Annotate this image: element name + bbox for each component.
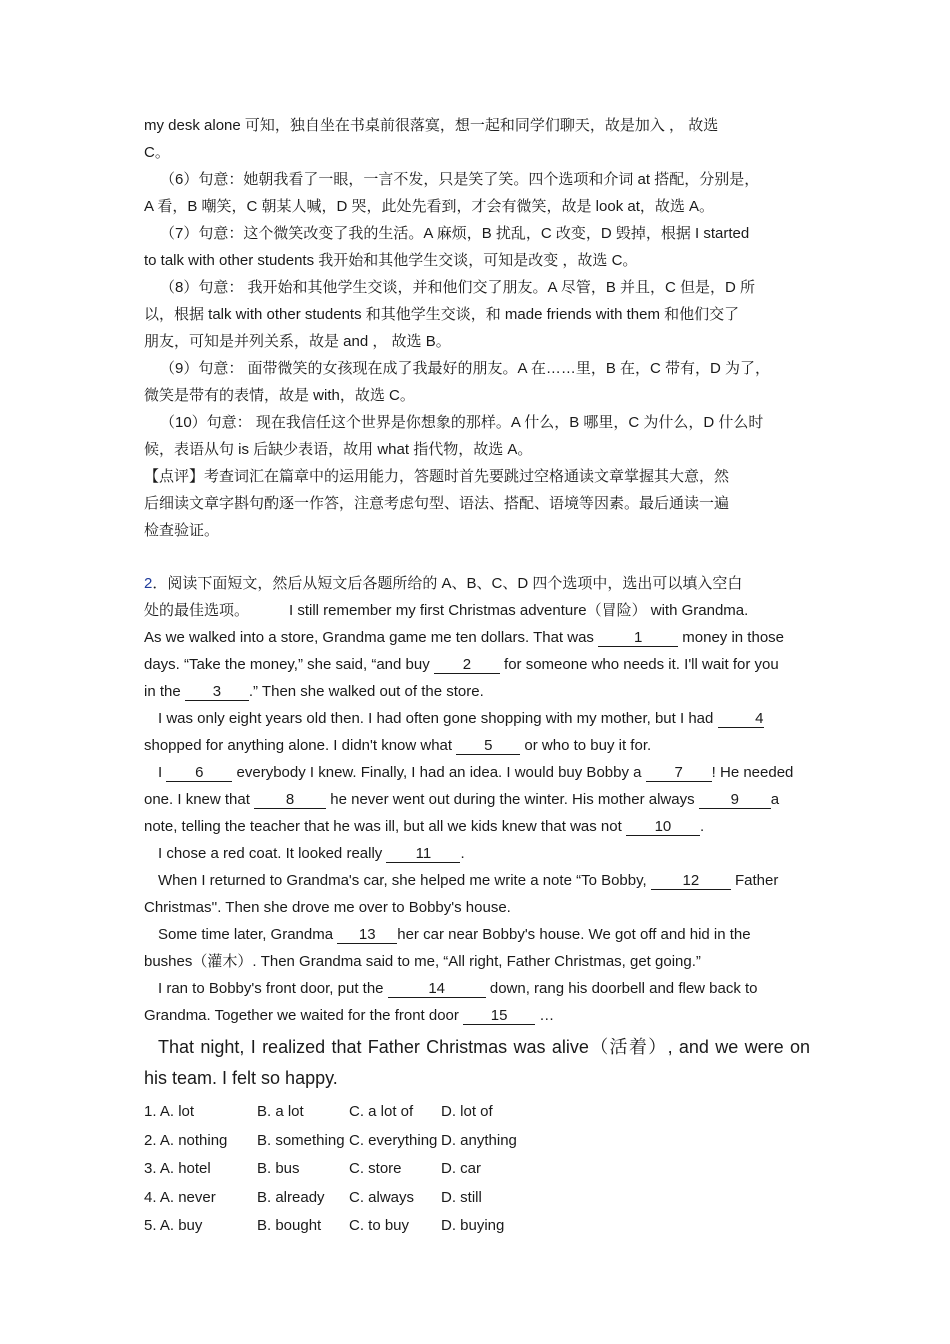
option-d[interactable]: D. buying	[441, 1217, 505, 1234]
blank-4: 4	[718, 710, 764, 728]
analysis-q10: （10）句意： 现在我信任这个世界是你想象的那样。A 什么，B 哪里，C 为什么，D 什么时 候，表语从句 is 后缺少表语，故用 what 指代物，故选 A。	[144, 414, 764, 458]
option-d[interactable]: D. still	[441, 1188, 482, 1206]
blank-6: 6	[166, 764, 232, 782]
option-a[interactable]: 1. A. lot	[144, 1103, 195, 1120]
option-d[interactable]: D. car	[441, 1160, 482, 1177]
blank-12: 12	[651, 872, 731, 890]
option-b[interactable]: B. a lot	[257, 1103, 304, 1120]
option-a[interactable]: 2. A. nothing	[144, 1131, 228, 1149]
blank-3: 3	[185, 683, 249, 701]
analysis-q9: （9）句意： 面带微笑的女孩现在成了我最好的朋友。A 在……里，B 在，C 带有，D 为了， 微笑是带有的表情，故是 with，故选 C。	[144, 360, 771, 404]
option-row	[144, 1127, 810, 1156]
blank-2: 2	[434, 656, 500, 674]
options-list	[144, 1098, 810, 1241]
passage-paragraph: I ran to Bobby's front door, put the 14 down, rang his doorbell and flew back to Grandma. Together we waited for the front door 15 …	[144, 980, 758, 1024]
option-c[interactable]: C. a lot of	[349, 1103, 414, 1120]
option-row	[144, 1184, 810, 1213]
blank-13: 13	[337, 926, 397, 944]
option-c[interactable]: C. everything	[349, 1131, 438, 1149]
analysis-q6: （6）句意：她朝我看了一眼，一言不发，只是笑了笑。四个选项和介词 at 搭配，分别是， A 看，B 嘲笑，C 朝某人喊，D 哭，此处先看到，才会有微笑，故是 look at，故选 A。	[144, 171, 760, 215]
passage-paragraph: I was only eight years old then. I had often gone shopping with my mother, but I had 4 shopped for anything alone. I didn't know what 5 or who to buy it for.	[144, 710, 764, 754]
passage-ending: That night, I realized that Father Christmas was alive（活着）, and we were on his team. I felt so happy.	[144, 1037, 810, 1088]
comment: 【点评】考查词汇在篇章中的运用能力，答题时首先要跳过空格通读文章掌握其大意，然 后细读文章字斟句酌逐一作答，注意考虑句型、语法、搭配、语境等因素。最后通读一遍 检查验证。	[144, 468, 730, 539]
option-b[interactable]: B. already	[257, 1188, 325, 1206]
option-row	[144, 1098, 810, 1127]
analysis-q8: （8）句意： 我开始和其他学生交谈，并和他们交了朋友。A 尽管，B 并且，C 但是，D 所 以，根据 talk with other students 和其他学生交谈，和 made friends with them 和他们交了 朋友，可知是并列关系，故是 and ， 故选 B。	[144, 279, 756, 350]
option-a[interactable]: 4. A. never	[144, 1188, 216, 1206]
blank-11: 11	[386, 845, 460, 863]
answer-analysis	[144, 112, 810, 544]
question-2	[144, 570, 810, 1094]
blank-9: 9	[699, 791, 771, 809]
blank-1: 1	[598, 629, 678, 647]
passage-paragraph: When I returned to Grandma's car, she helped me write a note “To Bobby, 12 Father Christmas''. Then she drove me over to Bobby's house.	[144, 872, 779, 916]
option-c[interactable]: C. always	[349, 1188, 415, 1206]
option-b[interactable]: B. bought	[257, 1217, 322, 1234]
option-a[interactable]: 3. A. hotel	[144, 1160, 211, 1177]
blank-14: 14	[388, 980, 486, 998]
question-number: 2	[144, 575, 153, 592]
option-c[interactable]: C. store	[349, 1160, 402, 1177]
option-b[interactable]: B. bus	[257, 1160, 300, 1177]
option-row	[144, 1155, 810, 1184]
question-intro: 2．阅读下面短文，然后从短文后各题所给的 A、B、C、D 四个选项中，选出可以填入空白 处的最佳选项。 I still remember my first Christmas adventure（冒险） with Grandma. As we walked into a store, Grandma game me ten dollars. That was 1 money in those days. “Take the money,” she said, “and buy 2 for someone who needs it. I'll wait for you in the 3 .” Then she walked out of the store.	[144, 575, 785, 700]
document-page	[144, 112, 810, 1241]
blank-15: 15	[463, 1007, 535, 1025]
option-d[interactable]: D. anything	[441, 1131, 517, 1149]
option-d[interactable]: D. lot of	[441, 1103, 493, 1120]
passage-paragraph: Some time later, Grandma 13 her car near Bobby's house. We got off and hid in the bushes（灌木）. Then Grandma said to me, “All right, Father Christmas, get going.”	[144, 926, 751, 970]
blank-10: 10	[626, 818, 700, 836]
option-c[interactable]: C. to buy	[349, 1217, 410, 1234]
blank-7: 7	[646, 764, 712, 782]
analysis-q7: （7）句意：这个微笑改变了我的生活。A 麻烦，B 扰乱，C 改变，D 毁掉，根据 I started to talk with other students 我开始和其他学生交谈，可知是改变 ，故选 C。	[144, 225, 750, 269]
analysis-line: my desk alone 可知，独自坐在书桌前很落寞，想一起和同学们聊天，故是加入 ， 故选 C。	[144, 117, 719, 161]
blank-8: 8	[254, 791, 326, 809]
option-a[interactable]: 5. A. buy	[144, 1217, 203, 1234]
option-b[interactable]: B. something	[257, 1131, 345, 1149]
blank-5: 5	[456, 737, 520, 755]
option-row	[144, 1212, 810, 1241]
passage-paragraph: I 6 everybody I knew. Finally, I had an idea. I would buy Bobby a 7 ! He needed one. I knew that 8 he never went out during the winter. His mother always 9 a note, telling the teacher that he was ill, but all we kids knew that was not 10 .	[144, 764, 794, 835]
passage-paragraph: I chose a red coat. It looked really 11 .	[158, 845, 465, 862]
